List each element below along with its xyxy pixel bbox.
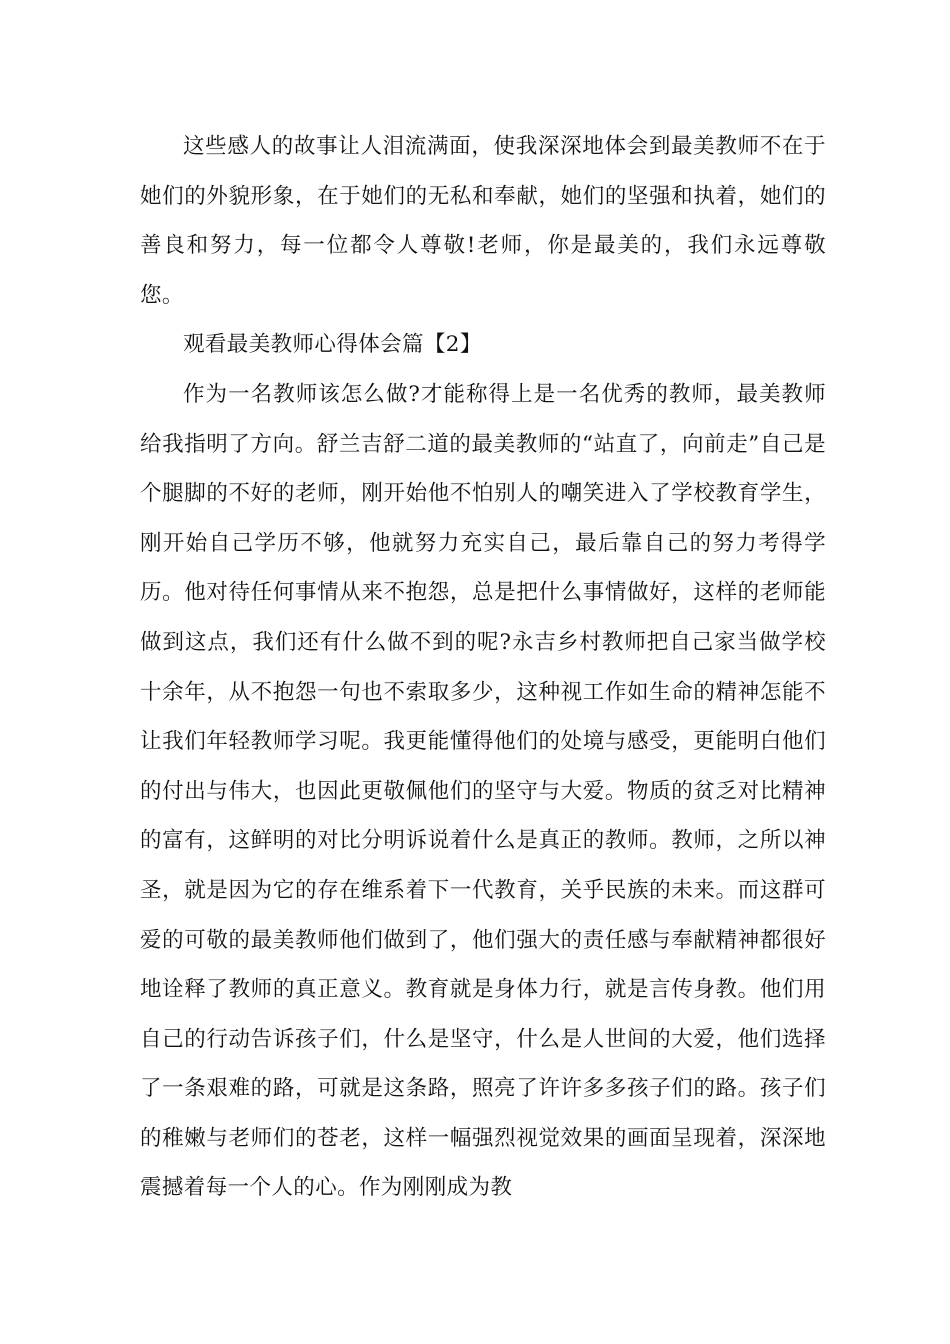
document-body (140, 122, 826, 1213)
paragraph-essay: 作为一名教师该怎么做?才能称得上是一名优秀的教师，最美教师给我指明了方向。舒兰吉舒二道的最美教师的“站直了，向前走”自己是个腿脚的不好的老师，刚开始他不怕别人的嘲笑进入了学校教育学生，刚开始自己学历不够，他就努力充实自己，最后靠自己的努力考得学历。他对待任何事情从来不抱怨，总是把什么事情做好，这样的老师能做到这点，我们还有什么做不到的呢?永吉乡村教师把自己家当做学校十余年，从不抱怨一句也不索取多少，这种视工作如生命的精神怎能不让我们年轻教师学习呢。我更能懂得他们的处境与感受，更能明白他们的付出与伟大，也因此更敬佩他们的坚守与大爱。物质的贫乏对比精神的富有，这鲜明的对比分明诉说着什么是真正的教师。教师，之所以神圣，就是因为它的存在维系着下一代教育，关乎民族的未来。而这群可爱的可敬的最美教师他们做到了，他们强大的责任感与奉献精神都很好地诠释了教师的真正意义。教育就是身体力行，就是言传身教。他们用自己的行动告诉孩子们，什么是坚守，什么是人世间的大爱，他们选择了一条艰难的路，可就是这条路，照亮了许许多多孩子们的路。孩子们的稚嫩与老师们的苍老，这样一幅强烈视觉效果的画面呈现着，深深地震撼着每一个人的心。作为刚刚成为教 (140, 381, 826, 1201)
paragraph-reflection: 这些感人的故事让人泪流满面，使我深深地体会到最美教师不在于她们的外貌形象，在于她们的无私和奉献，她们的坚强和执着，她们的善良和努力，每一位都令人尊敬!老师，你是最美的，我们永远尊敬您。 (140, 134, 826, 308)
section-heading: 观看最美教师心得体会篇【2】 (183, 332, 482, 358)
